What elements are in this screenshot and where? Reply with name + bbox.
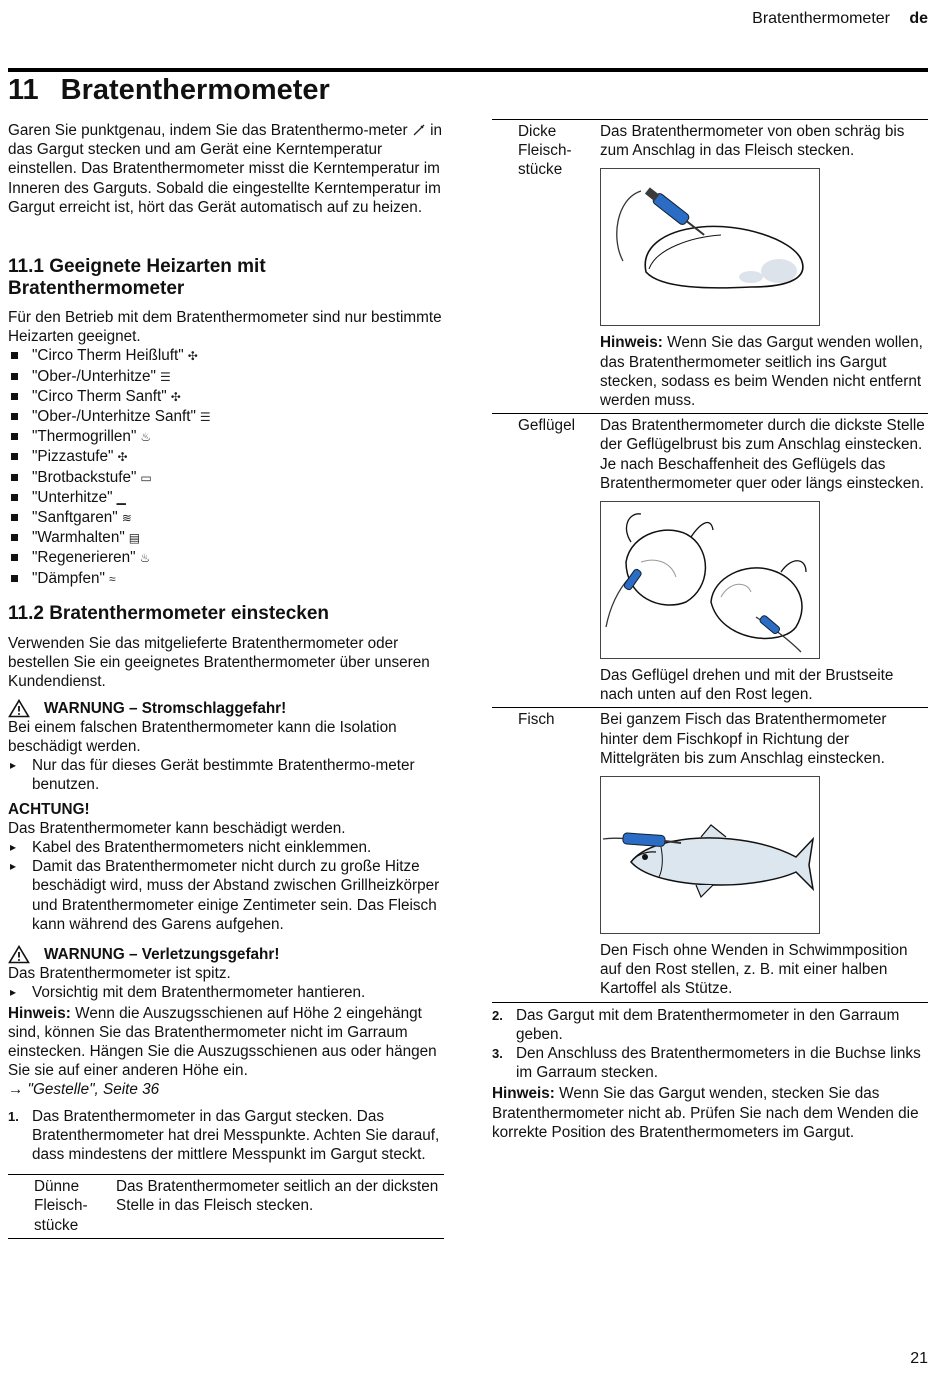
illustration-fish (600, 776, 820, 934)
section-11-1-text: Für den Betrieb mit dem Bratenthermometer sind nur bestimmte Heizarten geeignet. (8, 309, 442, 346)
list-item (8, 447, 444, 467)
fish-note: Den Fisch ohne Wenden in Schwimmposition auf den Rost stellen, z. B. mit einer halben Kartoffel als Stütze. (600, 942, 908, 998)
intro-text-a: Garen Sie punktgenau, indem Sie das Bratenthermo-meter (8, 122, 408, 139)
list-item (8, 488, 444, 508)
illustration-thick-meat (600, 168, 820, 326)
chapter-number: 11 (8, 74, 39, 106)
intro-paragraph (8, 121, 444, 217)
list-item (8, 346, 444, 366)
cross-reference-link[interactable] (8, 1080, 444, 1099)
table-value-text: Das Bratenthermometer von oben schräg bis zum Anschlag in das Fleisch stecken. (600, 123, 905, 160)
warning-injury-title: WARNUNG – Verletzungsgefahr! (44, 946, 280, 964)
warning-electric-title: WARNUNG – Stromschlaggefahr! (44, 699, 287, 717)
running-header-title: Bratenthermometer (752, 10, 890, 27)
top-bottom-heat-icon: ☰ (159, 369, 171, 384)
section-11-2-title: 11.2 Bratenthermometer einstecken (8, 603, 330, 624)
heizart-label: "Ober-/Unterhitze" (32, 367, 156, 385)
list-item (8, 387, 444, 407)
section-11-2 (8, 603, 444, 1239)
cross-reference-text: "Gestelle", Seite 36 (27, 1081, 160, 1099)
illustration-poultry (600, 501, 820, 659)
fan-icon: ✣ (187, 349, 198, 364)
hinweis-rails (8, 1004, 444, 1081)
fan-gentle-icon: ✣ (170, 389, 181, 404)
table-value (600, 414, 928, 708)
bottom-heat-icon: ▁ (116, 490, 126, 505)
step-number: 1. (8, 1108, 19, 1124)
warning-electric-text: Bei einem falschen Bratenthermometer kann die Isolation beschädigt werden. (8, 718, 397, 756)
thermogrill-icon: ♨ (140, 430, 152, 445)
hinweis-final (492, 1084, 928, 1142)
hinweis-final-text: Wenn Sie das Gargut wenden, stecken Sie das Bratenthermometer nicht ab. Prüfen Sie nach dem Wenden die korrekte Position des Bratenthermometers im Gargut. (492, 1085, 919, 1141)
hinweis-label: Hinweis: (600, 334, 663, 352)
list-item (8, 367, 444, 387)
section-11-1-title: 11.1 Geeignete Heizarten mit Bratenthermometer (8, 256, 266, 299)
list-item (8, 528, 444, 548)
table-row (492, 120, 928, 414)
language-code: de (909, 10, 928, 27)
warning-injury-step: ▸ Vorsichtig mit dem Bratenthermometer hantieren. (8, 983, 444, 1002)
heizart-label: "Ober-/Unterhitze Sanft" (32, 408, 196, 426)
poultry-note: Das Geflügel drehen und mit der Brustseite nach unten auf den Rost legen. (600, 667, 894, 704)
keep-warm-icon: ▤ (128, 531, 141, 546)
section-11-1 (8, 256, 444, 589)
bread-icon: ▭ (140, 470, 152, 485)
heizart-label: "Regenerieren" (32, 549, 136, 567)
step-3 (492, 1044, 928, 1082)
list-item (8, 468, 444, 488)
heizart-label: "Circo Therm Heißluft" (32, 347, 184, 365)
table-value (600, 120, 928, 414)
table-key: Fisch (492, 708, 600, 1002)
heizart-label: "Unterhitze" (32, 488, 113, 506)
heizart-label: "Thermogrillen" (32, 428, 137, 446)
achtung-step: ▸ Kabel des Bratenthermometers nicht einklemmen. (8, 838, 444, 857)
step-2-text: Das Gargut mit dem Bratenthermometer in den Garraum geben. (516, 1006, 900, 1043)
list-item (8, 427, 444, 447)
heizarten-list (8, 346, 444, 588)
heizart-label: "Circo Therm Sanft" (32, 387, 167, 405)
table-value: Das Bratenthermometer seitlich an der dicksten Stelle in das Fleisch stecken. (116, 1175, 444, 1239)
heizart-label: "Sanftgaren" (32, 509, 118, 527)
slow-cook-icon: ≋ (121, 511, 132, 526)
warning-triangle-icon (8, 945, 30, 964)
heizart-label: "Brotbackstufe" (32, 468, 137, 486)
table-row (8, 1175, 444, 1239)
list-item (8, 569, 444, 589)
table-value-text: Bei ganzem Fisch das Bratenthermometer hinter dem Fischkopf in Richtung der Mittelgräten bis zum Anschlag einstecken. (600, 711, 887, 767)
section-11-2-text: Verwenden Sie das mitgelieferte Bratenthermometer oder bestellen Sie ein geeignetes Bratenthermometer über unseren Kundendienst. (8, 635, 430, 691)
table-row (492, 414, 928, 708)
warning-electric (8, 699, 444, 718)
chapter-title (8, 74, 330, 107)
step-2 (492, 1006, 928, 1044)
table-row (492, 708, 928, 1002)
heizart-label: "Warmhalten" (32, 529, 125, 547)
intro-text-b: in das Gargut stecken und am Gerät eine Kerntemperatur einstellen. Das Bratenthermometer misst die Kerntemperatur im Inneren des Garguts. Sobald die eingestellte Kerntemperatur im Gargut erreicht ist, hört das Gerät automatisch auf zu heizen. (8, 122, 443, 216)
step-1-text: Das Bratenthermometer in das Gargut stecken. Das Bratenthermometer hat drei Messpunkte. Achten Sie darauf, dass mindestens der mittlere Messpunkt im Gargut steckt. (32, 1107, 440, 1164)
achtung-title: ACHTUNG! (8, 800, 90, 818)
warning-electric-step: ▸ Nur das für dieses Gerät bestimmte Bratenthermo-meter benutzen. (8, 756, 444, 794)
list-item (8, 407, 444, 427)
probe-table-left (8, 1174, 444, 1239)
achtung-step: ▸ Damit das Bratenthermometer nicht durch zu große Hitze beschädigt wird, muss der Abstand zwischen Grillheizkörper und Bratenthermometer einige Zentimeter sein. Das Fleisch kann während des Garens aufgehen. (8, 857, 444, 934)
hinweis-label: Hinweis: (8, 1004, 71, 1022)
table-key: Dicke Fleisch-stücke (492, 120, 600, 414)
hinweis-turn (600, 333, 928, 410)
table-value-text: Das Bratenthermometer durch die dickste Stelle der Geflügelbrust bis zum Anschlag einstecken. Je nach Beschaffenheit des Geflügels das Bratenthermometer quer oder längs einstecken. (600, 417, 925, 492)
step-number: 3. (492, 1046, 503, 1062)
probe-icon (412, 123, 426, 137)
pizza-icon: ✣ (117, 450, 128, 465)
list-item (8, 548, 444, 568)
heizart-label: "Dämpfen" (32, 569, 105, 587)
steam-icon: ≈ (108, 571, 116, 586)
reheat-icon: ♨ (139, 551, 151, 566)
table-key: Dünne Fleisch-stücke (8, 1175, 116, 1239)
arrow-right-icon: → (8, 1081, 24, 1099)
header-rule (8, 68, 928, 72)
list-item (8, 508, 444, 528)
hinweis-turn-text: Wenn Sie das Gargut wenden wollen, das Bratenthermometer seitlich ins Gargut stecken, sodass es beim Wenden nicht entfernt werden muss. (600, 334, 923, 410)
warning-injury-text: Das Bratenthermometer ist spitz. (8, 965, 231, 983)
heizart-label: "Pizzastufe" (32, 448, 114, 466)
achtung-text: Das Bratenthermometer kann beschädigt werden. (8, 819, 346, 837)
hinweis-rails-text: Wenn die Auszugsschienen auf Höhe 2 eingehängt sind, können Sie das Bratenthermometer nicht im Garraum einstecken. Hängen Sie die Auszugsschienen aus oder hängen Sie sie auf einer anderen Höhe ein. (8, 1004, 437, 1080)
hinweis-label: Hinweis: (492, 1085, 555, 1103)
step-number: 2. (492, 1007, 503, 1023)
table-key: Geflügel (492, 414, 600, 708)
table-value (600, 708, 928, 1002)
page-number: 21 (910, 1350, 928, 1367)
step-1 (8, 1107, 444, 1165)
top-bottom-gentle-icon: ☰ (199, 410, 211, 425)
step-3-text: Den Anschluss des Bratenthermometers in die Buchse links im Garraum stecken. (516, 1045, 921, 1082)
chapter-title-text: Bratenthermometer (60, 74, 330, 106)
warning-injury (8, 945, 444, 964)
probe-table-right (492, 119, 928, 1142)
warning-triangle-icon (8, 699, 30, 718)
